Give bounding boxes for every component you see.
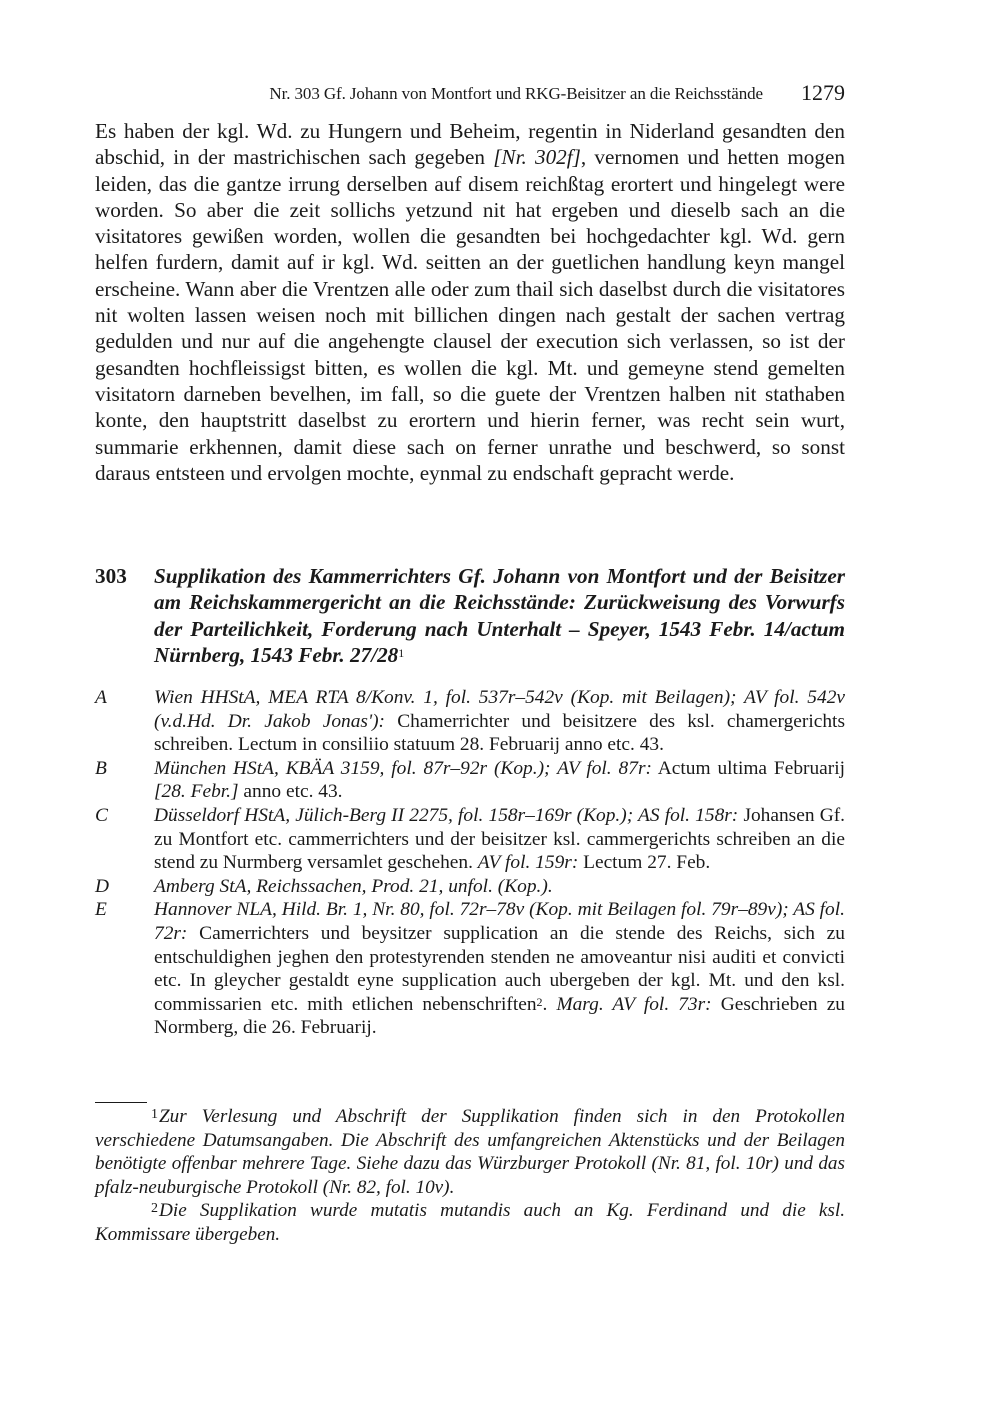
footnote-number: 1 <box>151 1107 158 1122</box>
document-title-text: Supplikation des Kammerrichters Gf. Johann von Montfort und der Beisitzer am Reichskammergericht an die Reichsstände: Zurückweisung des Vorwurfs der Parteilichkeit, Forderung nach Unterhalt – Speyer, 1543 Febr. 14/actum Nürnberg, 1543 Febr. 27/28 <box>154 564 845 667</box>
source-siglum: D <box>95 875 110 897</box>
source-quotation: anno etc. 43. <box>238 781 343 803</box>
footnote-1 <box>95 1105 845 1199</box>
source-quotation: Johansen Gf. zu Montfort etc. cammerrichters und der beisitzer ksl. cammergerichts schreiben an die stend zu Nurmberg versamlet geschehen. <box>154 804 845 874</box>
source-entry-c <box>95 804 845 875</box>
document-heading <box>95 563 845 668</box>
source-quotation: Actum ultima Februarij <box>651 757 846 779</box>
source-text <box>154 757 845 804</box>
footnote-list <box>95 1105 845 1246</box>
source-siglum: B <box>95 757 107 779</box>
source-text <box>154 875 845 899</box>
source-quotation: Geschrieben zu Normberg, die 26. Februarij. <box>154 993 845 1039</box>
page-number: 1279 <box>801 80 845 105</box>
body-text-reference: [Nr. 302f] <box>493 145 581 170</box>
source-archive-reference: Düsseldorf HStA, Jülich-Berg II 2275, fol. 158r–169r (Kop.); AS fol. 158r: <box>154 804 739 826</box>
running-title: Nr. 303 Gf. Johann von Montfort und RKG-Beisitzer an die Reichsstände <box>269 84 763 103</box>
source-text <box>154 804 845 875</box>
source-siglum: C <box>95 804 108 826</box>
footnote-text: Die Supplikation wurde mutatis mutandis auch an Kg. Ferdinand und die ksl. Kommissare übergeben. <box>95 1200 845 1245</box>
document-title <box>154 563 845 668</box>
body-text-segment: Es haben der kgl. Wd. zu Hungern und Beheim, regentin in Niderland gesandten den abschid, in der mastrichischen sach gegeben <box>95 119 845 170</box>
source-archive-reference: Amberg StA, Reichssachen, Prod. 21, unfol. (Kop.). <box>154 875 553 897</box>
source-text <box>154 898 845 1040</box>
footnote-ref[interactable]: 2 <box>536 994 543 1009</box>
source-archive-reference: Wien HHStA, MEA RTA 8/Konv. 1, fol. 537r–542v (Kop. mit Beilagen); AV fol. 542v (v.d.Hd. Dr. Jakob Jonas'): <box>154 687 845 732</box>
source-quotation: Lectum 27. Feb. <box>578 852 711 874</box>
source-quotation: Chamerrichter und beisitzere des ksl. chamergerichts schreiben. Lectum in consiliio statuum 28. Februarij anno etc. 43. <box>154 710 845 756</box>
footnote-2 <box>95 1199 845 1246</box>
body-paragraph <box>95 118 845 486</box>
running-header <box>95 80 845 108</box>
source-entry-a <box>95 686 845 757</box>
source-text <box>154 686 845 757</box>
source-siglum: E <box>95 899 107 921</box>
source-entry-b <box>95 757 845 804</box>
body-text <box>95 118 845 486</box>
footnote-number: 2 <box>151 1201 158 1216</box>
source-quotation: . <box>542 993 557 1015</box>
body-text-segment: , vernomen und hetten mogen leiden, das die gantze irrung derselben auf disem reichßtag erortert und hingelegt were worden. So aber die zeit sollichs yetzund nit hat ergeben und dieselb sach an die visitatores gewißen worden, wollen die gesandten bei hochgedachter kgl. Wd. gern helfen furdern, damit auf ir kgl. Wd. seitten an der guetlichen handlung keyn mangel erscheine. Wann aber die Vrentzen alle oder zum thail sich daselbst durch die visitatores nit wolten lassen weisen noch mit billichen dingen nach gestalt der sachen vertrag gedulden und nur auf die angehengte clausel der execution sich verlassen, so ist der gesandten hochfleissigst bitten, es wollen die kgl. Mt. und gemeyne stend gemelten visitatorn darneben bevelhen, im fall, so die guete der Vrentzen halben nit stathaben konte, den hauptstritt daselbst zu erortern und hierin ferner, was recht sein wurt, summarie erkhennen, damit diese sach on ferner unrathe und beschwerd, so sonst daraus entsteen und ervolgen mochte, eynmal zu endschaft gepracht werde. <box>95 145 845 485</box>
source-archive-reference: AV fol. 159r: <box>477 852 579 874</box>
source-list <box>95 686 845 1040</box>
footnote-ref[interactable]: 1 <box>398 645 405 660</box>
source-entry-d <box>95 875 845 899</box>
document-number: 303 <box>95 564 127 588</box>
source-archive-reference: Hannover NLA, Hild. Br. 1, Nr. 80, fol. 72r–78v (Kop. mit Beilagen fol. 79r–89v); AS fol. 72r: <box>154 899 845 944</box>
source-quotation: Camerrichters und beysitzer supplication an die stende des Reichs, sich zu entschuldighen jeghen den protestyrenden stenden ne amoveantur nisi auditi et convicti etc. In gleycher gestaldt eyne supplication auch ubergeben der kgl. Mt. und den ksl. commissarien etc. mith etlichen nebenschriften <box>154 922 845 1015</box>
source-archive-reference: München HStA, KBÄA 3159, fol. 87r–92r (Kop.); AV fol. 87r: <box>154 757 652 779</box>
source-siglum: A <box>95 687 107 708</box>
footnote-text: Zur Verlesung und Abschrift der Supplikation finden sich in den Protokollen verschiedene Datumsangaben. Die Abschrift des umfangreichen Aktenstücks und der Beilagen benötigte offenbar mehrere Tage. Siehe dazu das Würzburger Protokoll (Nr. 81, fol. 10r) und das pfalz-neuburgische Protokoll (Nr. 82, fol. 10v). <box>95 1106 845 1198</box>
source-entry-e <box>95 898 845 1040</box>
source-editorial-note: [28. Febr.] <box>154 781 239 803</box>
source-archive-reference: Marg. AV fol. 73r: <box>556 993 712 1015</box>
